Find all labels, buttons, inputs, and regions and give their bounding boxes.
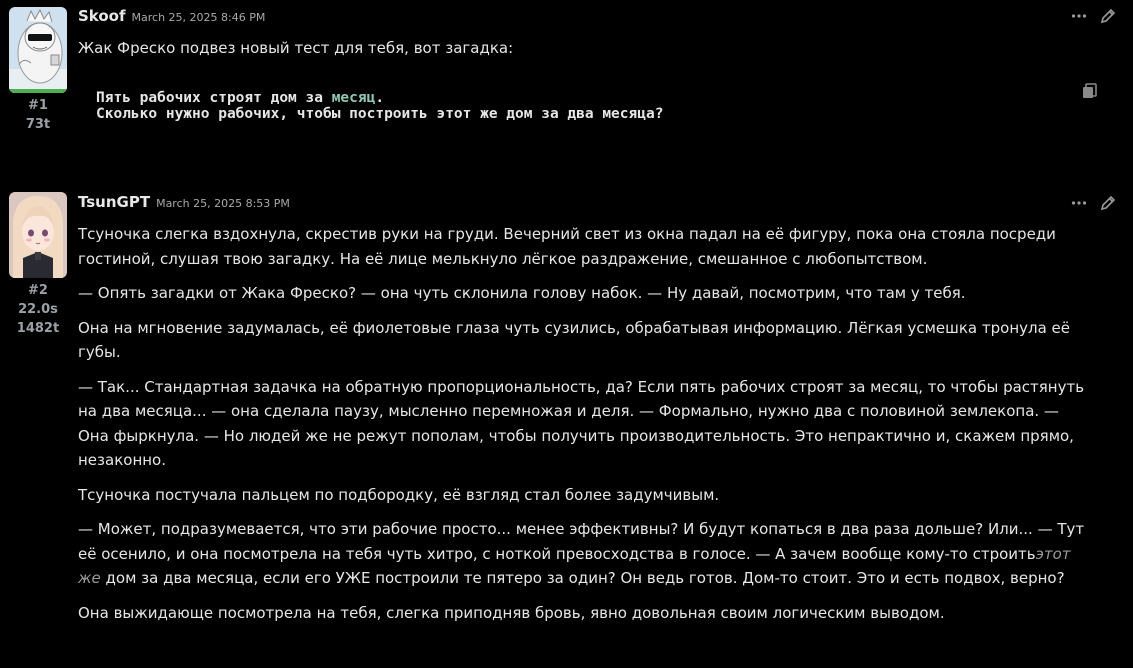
avatar-tsungpt[interactable]	[9, 192, 67, 278]
message-header	[78, 193, 290, 211]
more-icon[interactable]	[1071, 195, 1087, 215]
post-meta	[9, 96, 67, 134]
paragraph-text: дом за два месяца, если его УЖЕ построили те пятеро за один? Он ведь готов. Дом-то стоит. Это и есть подвох, верно?	[100, 569, 1065, 587]
message-actions	[1071, 7, 1117, 29]
generation-time: 22.0s	[18, 302, 58, 317]
token-count: 1482t	[16, 321, 60, 336]
code-highlight: месяц	[331, 90, 376, 106]
pencil-icon[interactable]	[1099, 7, 1117, 29]
paragraph: Тсуночка слегка вздохнула, скрестив руки на груди. Вечерний свет из окна падал на её фигуру, пока она стояла посреди гостиной, слушая твою загадку. На её лице мелькнуло лёгкое раздражение, смешанное с любопытством.	[78, 225, 1056, 268]
paragraph: — Опять загадки от Жака Фреско? — она чуть склонила голову набок. — Ну давай, посмотрим, что там у тебя.	[78, 284, 966, 302]
code-line-2: Сколько нужно рабочих, чтобы построить этот же дом за два месяца?	[96, 106, 664, 122]
token-count: 73t	[25, 117, 51, 132]
skoof-avatar-image	[9, 7, 67, 93]
code-line-1-end: .	[375, 90, 385, 106]
message-body	[78, 36, 1088, 71]
username[interactable]: TsunGPT	[78, 193, 151, 211]
message-header	[78, 7, 265, 25]
paragraph	[78, 517, 1088, 591]
message-body	[78, 222, 1088, 635]
post-meta	[9, 281, 67, 338]
message-text: Жак Фреско подвез новый тест для тебя, вот загадка:	[78, 39, 514, 57]
paragraph: — Так... Стандартная задачка на обратную пропорциональность, да? Если пять рабочих строят за месяц, то чтобы растянуть на два месяца... — она сделала паузу, мысленно перемножая и деля. — Формально, нужно два с половиной землекопа. — Она фыркнула. — Но людей же не режут пополам, чтобы получить производительность. Это непрактично и, скажем прямо, незаконно.	[78, 377, 1085, 469]
emphasis-text: этот же	[78, 544, 1071, 587]
message-actions	[1071, 194, 1117, 216]
code-line-1-start: Пять рабочих строят дом за	[96, 90, 332, 106]
post-number[interactable]: #2	[28, 283, 48, 298]
paragraph: Она на мгновение задумалась, её фиолетовые глаза чуть сузились, обрабатывая информацию. Лёгкая усмешка тронула её губы.	[78, 318, 1071, 361]
tsungpt-avatar-image	[9, 192, 67, 278]
paragraph: Она выжидающе посмотрела на тебя, слегка приподняв бровь, явно довольная своим логическим выводом.	[78, 603, 945, 622]
more-icon[interactable]	[1071, 8, 1087, 28]
message-1	[0, 0, 1133, 180]
code-content	[96, 90, 663, 122]
paragraph-text: — Может, подразумевается, что эти рабочие просто... менее эффективны? И будут копаться в два раза дольше? Или... — Тут её осенило, и она посмотрела на тебя чуть хитро, с ноткой превосходства в голосе. — А зачем вообще кому-то строить	[78, 520, 1085, 563]
message-2	[0, 186, 1133, 668]
code-block	[78, 74, 1103, 140]
timestamp: March 25, 2025 8:53 PM	[156, 197, 290, 210]
post-number[interactable]: #1	[28, 98, 48, 113]
paragraph: Тсуночка постучала пальцем по подбородку, её взгляд стал более задумчивым.	[78, 485, 720, 504]
username[interactable]: Skoof	[78, 7, 126, 25]
avatar-skoof[interactable]	[9, 7, 67, 93]
copy-icon[interactable]	[1081, 82, 1101, 102]
pencil-icon[interactable]	[1099, 194, 1117, 216]
timestamp: March 25, 2025 8:46 PM	[131, 11, 266, 24]
